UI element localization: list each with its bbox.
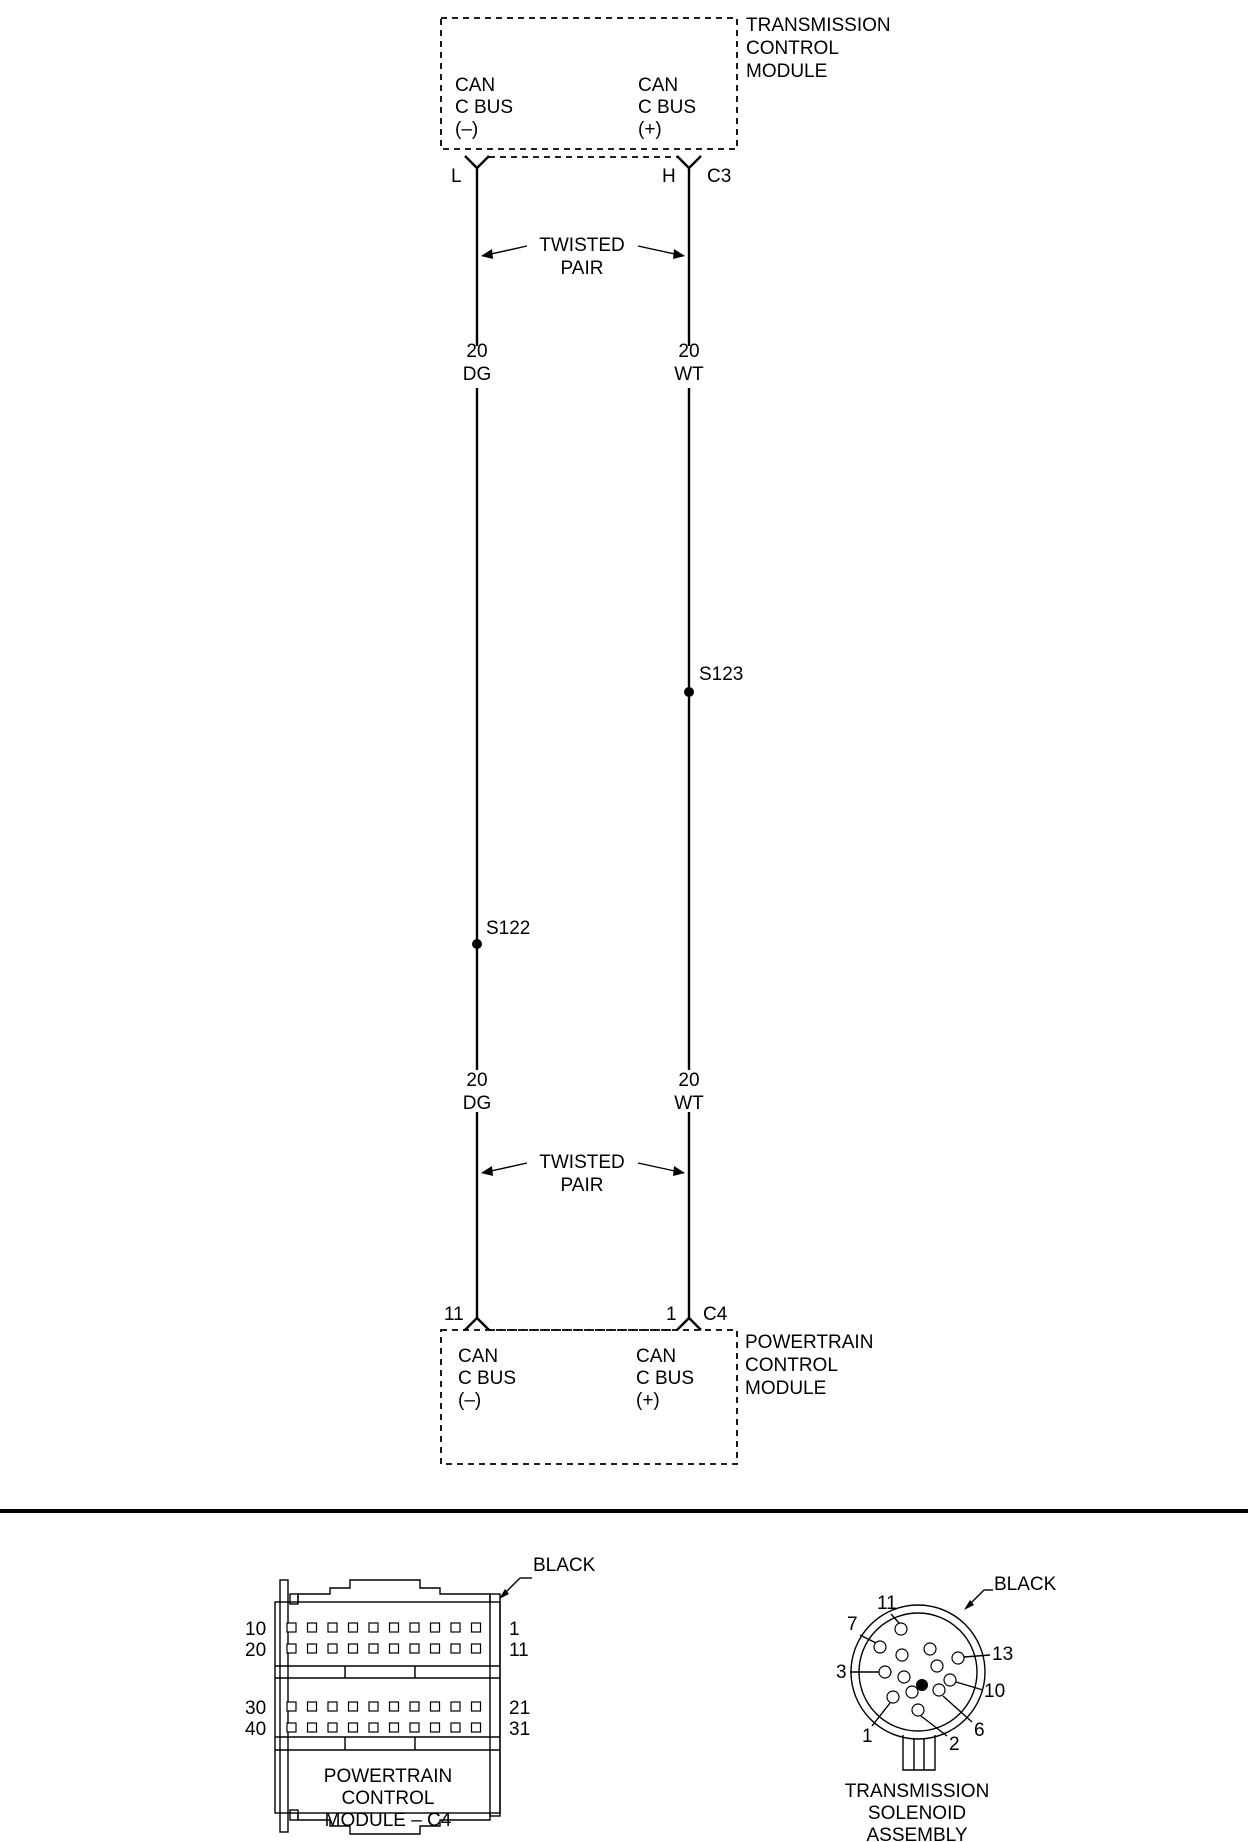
pcm-c4-cavity <box>451 1623 460 1632</box>
pcm-c4-cavity <box>451 1644 460 1653</box>
solenoid-leader-6 <box>943 1696 972 1722</box>
twisted-pair-upper-arrowhead-left <box>481 249 493 259</box>
pcm-c4-cavity <box>431 1644 440 1653</box>
solenoid-leader-13 <box>964 1655 990 1657</box>
solenoid-cavity-f <box>906 1686 918 1698</box>
splice-s122-label: S122 <box>486 918 531 939</box>
twisted-pair-lower-line-1: TWISTED <box>539 1152 625 1173</box>
pcm-c4-row3-left-label: 30 <box>245 1698 267 1719</box>
splice-s123-label: S123 <box>699 664 744 685</box>
solenoid-color-label: BLACK <box>994 1574 1057 1595</box>
solenoid-leader-10 <box>956 1682 983 1690</box>
pcm-right-terminal-symbol <box>677 1318 701 1330</box>
twisted-pair-lower-arrowhead-left <box>481 1166 493 1176</box>
tcm-right-pin-line-2: C BUS <box>638 97 697 118</box>
pcm-c4-row4-right-label: 31 <box>509 1719 531 1740</box>
pcm-c4-cavity <box>390 1623 399 1632</box>
pcm-c4-caption-line-3: MODULE – C4 <box>324 1810 452 1831</box>
pcm-c4-cavity <box>410 1623 419 1632</box>
pcm-c4-cavity <box>287 1723 296 1732</box>
solenoid-label-1: 1 <box>862 1726 873 1747</box>
right-wire-color-lower: WT <box>674 1093 704 1114</box>
twisted-pair-upper-arrowhead-right <box>673 249 685 259</box>
pcm-c4-cavity <box>410 1644 419 1653</box>
solenoid-pin-1 <box>887 1691 899 1703</box>
pcm-c4-row2-left-label: 20 <box>245 1640 267 1661</box>
solenoid-label-13: 13 <box>992 1644 1014 1665</box>
pcm-c4-row2-right-label: 11 <box>509 1640 529 1661</box>
twisted-pair-lower-line-2: PAIR <box>560 1175 604 1196</box>
pcm-c4-cavity <box>369 1723 378 1732</box>
twisted-pair-lower-arrowhead-right <box>673 1166 685 1176</box>
pcm-c4-cavity <box>369 1623 378 1632</box>
pcm-c4-cavity <box>472 1702 481 1711</box>
solenoid-tab <box>903 1735 935 1770</box>
solenoid-cavity-e <box>931 1660 943 1672</box>
pcm-c4-cavity <box>349 1723 358 1732</box>
pcm-right-pin-line-2: C BUS <box>636 1368 695 1389</box>
left-wire-color-lower: DG <box>462 1093 492 1114</box>
pcm-c4-cavity <box>308 1623 317 1632</box>
tcm-name-line-3: MODULE <box>746 61 828 82</box>
pcm-name-line-1: POWERTRAIN <box>745 1332 874 1353</box>
tcm-left-pin-line-2: C BUS <box>455 97 514 118</box>
pcm-right-pin-line-3: (+) <box>636 1390 660 1411</box>
pcm-c4-caption-line-1: POWERTRAIN <box>323 1766 453 1787</box>
pcm-c4-cavity <box>390 1702 399 1711</box>
pcm-c4-cavity <box>431 1702 440 1711</box>
solenoid-key-dot <box>916 1679 928 1691</box>
tcm-right-terminal-label: H <box>662 166 676 187</box>
solenoid-caption-line-2: SOLENOID <box>867 1803 967 1824</box>
pcm-left-pin-line-1: CAN <box>458 1346 499 1367</box>
pcm-c4-cavity <box>287 1702 296 1711</box>
tcm-right-terminal-symbol <box>677 156 701 168</box>
splice-s122-dot <box>472 939 482 949</box>
twisted-pair-upper-line-1: TWISTED <box>539 235 625 256</box>
twisted-pair-upper <box>481 235 685 279</box>
pcm-c4-row1-right-label: 1 <box>509 1619 520 1640</box>
pcm-c4-cavity <box>369 1702 378 1711</box>
pcm-c4-cavity <box>349 1644 358 1653</box>
pcm-c4-cavity <box>308 1723 317 1732</box>
solenoid-pin-13 <box>952 1652 964 1664</box>
pcm-right-terminal-label: 1 <box>666 1304 677 1325</box>
pcm-c4-cavity <box>390 1644 399 1653</box>
powertrain-control-module <box>441 1304 873 1464</box>
solenoid-label-3: 3 <box>836 1662 847 1683</box>
pcm-c4-cavity <box>410 1702 419 1711</box>
left-wire-gauge-upper: 20 <box>466 341 488 362</box>
solenoid-pin-10 <box>933 1684 945 1696</box>
pcm-connector-label: C4 <box>703 1304 728 1325</box>
solenoid-label-11: 11 <box>877 1593 897 1614</box>
solenoid-caption-line-1: TRANSMISSION <box>844 1781 990 1802</box>
pcm-c4-cavity <box>328 1723 337 1732</box>
tcm-connector-label: C3 <box>707 166 732 187</box>
pcm-name-line-2: CONTROL <box>745 1355 838 1376</box>
pcm-c4-cavity <box>451 1702 460 1711</box>
solenoid-connector-view <box>836 1574 1057 1842</box>
solenoid-label-7: 7 <box>847 1614 858 1635</box>
pcm-name-line-3: MODULE <box>745 1378 827 1399</box>
solenoid-label-2: 2 <box>949 1734 960 1755</box>
pcm-c4-cavity <box>431 1623 440 1632</box>
pcm-c4-caption-line-2: CONTROL <box>341 1788 435 1809</box>
pcm-c4-cavity <box>287 1623 296 1632</box>
right-wire-gauge-lower: 20 <box>678 1070 700 1091</box>
left-wire-gauge-lower: 20 <box>466 1070 488 1091</box>
transmission-control-module <box>441 15 891 187</box>
solenoid-pin-2 <box>912 1704 924 1716</box>
tcm-name-line-1: TRANSMISSION <box>746 15 891 36</box>
pcm-c4-cavity <box>349 1702 358 1711</box>
pcm-right-pin-line-1: CAN <box>636 1346 677 1367</box>
tcm-left-terminal-symbol <box>465 156 489 168</box>
tcm-left-pin-line-3: (–) <box>455 119 479 140</box>
pcm-c4-cavity <box>451 1723 460 1732</box>
tcm-right-pin-line-1: CAN <box>638 75 679 96</box>
tcm-left-pin-line-1: CAN <box>455 75 496 96</box>
pcm-c4-cavity <box>328 1623 337 1632</box>
pcm-c4-cavity <box>349 1623 358 1632</box>
pcm-c4-cavity <box>472 1623 481 1632</box>
solenoid-label-10: 10 <box>984 1681 1006 1702</box>
right-wire-gauge-upper: 20 <box>678 341 700 362</box>
pcm-left-pin-line-2: C BUS <box>458 1368 517 1389</box>
can-c-bus-wires <box>463 168 744 1308</box>
pcm-c4-color-label: BLACK <box>533 1555 596 1576</box>
tcm-left-terminal-label: L <box>451 166 462 187</box>
tcm-right-pin-line-3: (+) <box>638 119 662 140</box>
solenoid-pin-3 <box>879 1666 891 1678</box>
splice-s123-dot <box>684 687 694 697</box>
pcm-c4-cavity <box>410 1723 419 1732</box>
left-wire-color-upper: DG <box>462 364 492 385</box>
twisted-pair-upper-line-2: PAIR <box>560 258 604 279</box>
pcm-c4-row4-left-label: 40 <box>245 1719 267 1740</box>
right-wire-color-upper: WT <box>674 364 704 385</box>
pcm-c4-cavity <box>472 1644 481 1653</box>
pcm-c4-cavity <box>308 1702 317 1711</box>
solenoid-pin-11 <box>895 1623 907 1635</box>
pcm-c4-top-latch <box>298 1580 490 1602</box>
pcm-c4-cavity <box>369 1644 378 1653</box>
pcm-c4-row1-left-label: 10 <box>245 1619 267 1640</box>
solenoid-cavity-a <box>896 1649 908 1661</box>
pcm-c4-row3-right-label: 21 <box>509 1698 531 1719</box>
pcm-left-pin-line-3: (–) <box>458 1390 482 1411</box>
pcm-c4-right-rail <box>490 1594 500 1816</box>
pcm-c4-connector-view <box>245 1555 596 1834</box>
pcm-c4-cavity <box>328 1644 337 1653</box>
pcm-c4-cavity <box>308 1644 317 1653</box>
pcm-c4-cavity <box>472 1723 481 1732</box>
solenoid-cavity-c <box>898 1671 910 1683</box>
tcm-name-line-2: CONTROL <box>746 38 839 59</box>
solenoid-label-6: 6 <box>974 1720 985 1741</box>
pcm-c4-cavity <box>431 1723 440 1732</box>
pcm-c4-cavity <box>287 1644 296 1653</box>
pcm-c4-cavity <box>328 1702 337 1711</box>
solenoid-cavity-d <box>944 1674 956 1686</box>
pcm-left-terminal-label: 11 <box>444 1304 464 1325</box>
section-divider <box>0 1509 1248 1513</box>
pcm-left-terminal-symbol <box>465 1318 489 1330</box>
twisted-pair-lower <box>481 1152 685 1196</box>
pcm-c4-cavity <box>390 1723 399 1732</box>
solenoid-caption-line-3: ASSEMBLY <box>866 1825 968 1842</box>
pcm-c4-clip-bottom <box>290 1810 298 1820</box>
solenoid-cavity-b <box>924 1643 936 1655</box>
